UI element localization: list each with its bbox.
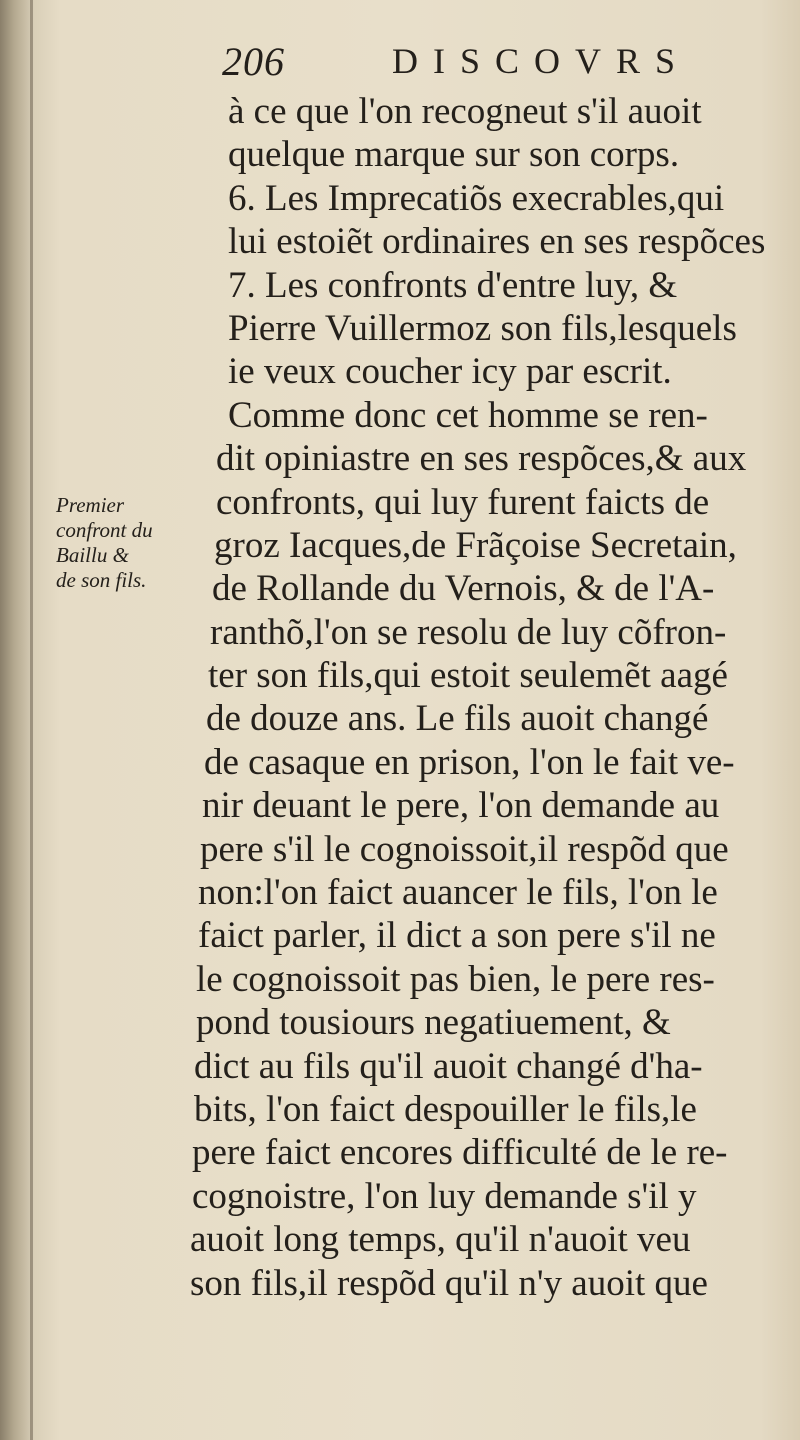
marginal-note-line: Premier [56,493,125,517]
running-title: DISCOVRS [392,41,691,81]
text-line: ie veux coucher icy par escrit. [228,351,672,393]
marginal-note-line: Baillu & [56,543,129,567]
text-line: pere faict encores difficulté de le re- [192,1132,728,1174]
text-line: confronts, qui luy furent faicts de [216,481,710,523]
text-line: non:l'on faict auancer le fils, l'on le [198,872,718,914]
text-line: dict au fils qu'il auoit changé d'ha- [194,1045,703,1087]
text-line: pere s'il le cognoissoit,il respõd que [200,828,729,870]
page-gutter [30,0,33,1440]
text-line: son fils,il respõd qu'il n'y auoit que [190,1262,708,1304]
page-header [222,38,692,90]
marginal-note-line: confront du [56,518,153,542]
text-line: cognoistre, l'on luy demande s'il y [192,1175,697,1217]
body-text [190,90,770,1305]
marginal-note-line: de son fils. [56,568,147,592]
text-line: lui estoiẽt ordinaires en ses respõces [228,221,766,263]
page-number: 206 [222,39,285,84]
text-line: ranthõ,l'on se resolu de luy cõfron- [210,611,727,653]
text-line: Comme donc cet homme se ren- [228,394,708,436]
text-line: 6. Les Imprecatiõs execrables,qui [228,177,725,219]
text-line: bits, l'on faict despouiller le fils,le [194,1088,697,1130]
text-line: de Rollande du Vernois, & de l'A- [212,568,715,610]
text-line: ter son fils,qui estoit seulemẽt aagé [208,655,728,697]
text-line: 7. Les confronts d'entre luy, & [228,264,678,306]
text-line: auoit long temps, qu'il n'auoit veu [190,1219,691,1261]
text-line: de casaque en prison, l'on le fait ve- [204,741,735,783]
text-line: groz Iacques,de Frãçoise Secretain, [214,524,737,566]
text-line: pond tousiours negatiuement, & [196,1002,671,1044]
text-line: à ce que l'on recogneut s'il auoit [228,91,702,132]
text-line: faict parler, il dict a son pere s'il ne [198,915,716,957]
text-line: quelque marque sur son corps. [228,134,680,176]
text-line: de douze ans. Le fils auoit changé [206,698,709,740]
text-line: nir deuant le pere, l'on demande au [202,785,720,827]
text-line: Pierre Vuillermoz son fils,lesquels [228,307,737,349]
text-line: le cognoissoit pas bien, le pere res- [196,958,715,1000]
text-line: dit opiniastre en ses respõces,& aux [216,438,747,480]
